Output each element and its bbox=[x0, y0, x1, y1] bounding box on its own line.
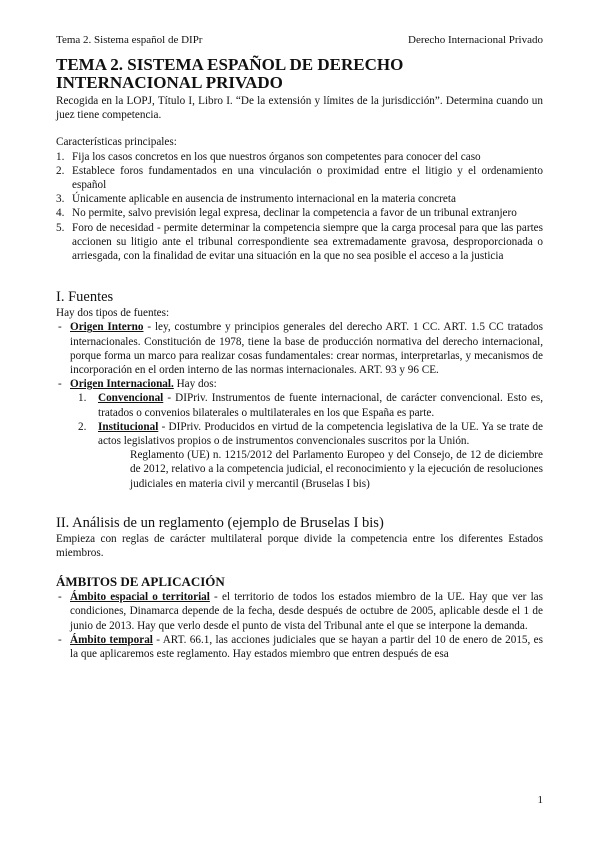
section-heading-fuentes: I. Fuentes bbox=[56, 289, 114, 306]
sub-list-item: 2. Institucional - DIPriv. Producidos en virtud de la competencia legislativa de la UE. Ya se trate de actos legislativos propios o de instrumentos convencionales suscritos por la Unión. bbox=[78, 420, 543, 448]
list-item: 5. Foro de necesidad - permite determinar la competencia siempre que la carga procesal para que las partes accionen su litigio ante el tribunal correspondiente sea extremadamente gravosa, desproporcionada o arriesgada, con la finalidad de evitar una situación en la que no sea posible el acceso a la justicia bbox=[56, 221, 543, 263]
list-item: 3. Únicamente aplicable en ausencia de instrumento internacional en la materia concreta bbox=[56, 193, 456, 206]
page-title: TEMA 2. SISTEMA ESPAÑOL DE DERECHO INTERNACIONAL PRIVADO bbox=[56, 55, 404, 92]
list-item: 4. No permite, salvo previsión legal expresa, declinar la competencia a favor de un tribunal extranjero bbox=[56, 207, 517, 220]
running-header bbox=[56, 34, 543, 50]
page-number: 1 bbox=[537, 794, 543, 806]
section-heading-analisis: II. Análisis de un reglamento (ejemplo de Bruselas I bis) bbox=[56, 514, 384, 531]
list-item: 2. Establece foros fundamentados en una vinculación o proximidad entre el litigio y el ordenamiento español bbox=[56, 164, 543, 192]
analisis-lead: Empieza con reglas de carácter multilateral porque divide la competencia entre los diferentes Estados miembros. bbox=[56, 532, 543, 560]
header-right: Derecho Internacional Privado bbox=[408, 34, 543, 46]
ambitos-heading: ÁMBITOS DE APLICACIÓN bbox=[56, 574, 225, 590]
list-item: - Ámbito temporal - ART. 66.1, las acciones judiciales que se hayan a partir del 10 de enero de 2015, es la que aplicaremos este reglamento. Hay estados miembro que entren después de esa bbox=[58, 633, 543, 661]
fuentes-list bbox=[56, 320, 543, 391]
ambitos-list bbox=[56, 590, 543, 661]
list-item: - Origen Internacional. Hay dos: bbox=[58, 378, 217, 391]
list-item: - Ámbito espacial o territorial - el territorio de todos los estados miembro de la UE. Hay que ver las condiciones, Dinamarca depende de la fecha, desde después de octubre de 2005, aplicable desde el 1 de junio de 2013. Hay que verlo desde el punto de vista del Tribunal ante el que se interpone la demanda. bbox=[58, 591, 543, 632]
list-item: - Origen Interno - ley, costumbre y principios generales del derecho ART. 1 CC. ART. 1.5 CC tratados internacionales. Constitución de 1978, tiene la base de producción normativa del derecho internacional, porque forma un marco para realizar cosas fundamentales: crear normas, interpretarlas, y mecanismos de incorporación en el orden interno de las normas internacionales. ART. 93 y 96 CE. bbox=[58, 321, 543, 377]
fuentes-lead: Hay dos tipos de fuentes: bbox=[56, 307, 170, 320]
header-left: Tema 2. Sistema español de DIPr bbox=[56, 34, 203, 46]
reglamento-note: Reglamento (UE) n. 1215/2012 del Parlamento Europeo y del Consejo, de 12 de diciembre de 2012, relativo a la competencia judicial, el reconocimiento y la ejecución de resoluciones judiciales en materia civil y mercantil (Bruselas I bis) bbox=[130, 449, 543, 490]
document-page bbox=[56, 34, 543, 661]
intro-paragraph: Recogida en la LOPJ, Título I, Libro I. “De la extensión y límites de la jurisdicción”. Determina cuando un juez tiene competencia. bbox=[56, 95, 543, 122]
sub-list-item: 1. Convencional - DIPriv. Instrumentos de fuente internacional, de carácter convencional. Esto es, tratados o convenios bilaterales o multilaterales en los que España es parte. bbox=[78, 392, 543, 419]
list-item: 1. Fija los casos concretos en los que nuestros órganos son competentes para conocer del caso bbox=[56, 150, 481, 163]
characteristics-heading: Características principales: bbox=[56, 136, 177, 149]
characteristics-list bbox=[56, 150, 543, 264]
